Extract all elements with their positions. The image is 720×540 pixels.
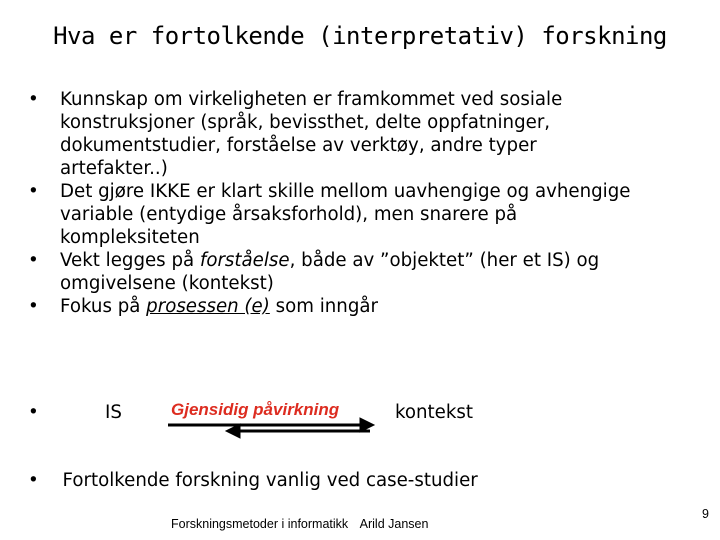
bullet-point: • [28, 470, 39, 491]
bullet-3-line-1 [60, 249, 708, 272]
bullet-4-line-1 [60, 295, 708, 318]
bullet-5-text: Fortolkende forskning vanlig ved case-studier [62, 470, 478, 491]
footer-course: Forskningsmetoder i informatikk [171, 517, 349, 531]
bullet-4-italic-term: prosessen (e) [146, 296, 270, 317]
bullet-2-line-2: variable (entydige årsaksforhold), men snarere på [60, 204, 518, 225]
bullet-1-line-1: Kunnskap om virkeligheten er framkommet ved sosiale [60, 89, 563, 110]
bullet-point: • [28, 250, 39, 271]
bullet-4-text-before: Fokus på [60, 296, 147, 317]
bullet-2-line-3: kompleksiteten [60, 227, 200, 248]
slide-title: Hva er fortolkende (interpretativ) forskning [53, 22, 667, 50]
bullet-item-3 [28, 249, 708, 295]
relation-right-label: kontekst [395, 402, 473, 423]
bullet-3-line-2: omgivelsene (kontekst) [60, 273, 274, 294]
bullet-point: • [28, 181, 39, 202]
slide-footer [171, 517, 428, 531]
bullet-point: • [28, 89, 39, 110]
bullet-3-italic-term: forståelse [199, 250, 290, 271]
relation-left-label: IS [105, 402, 122, 423]
bullet-list [28, 88, 708, 318]
bullet-2-line-1: Det gjøre IKKE er klart skille mellom uavhengige og avhengige [60, 181, 631, 202]
relation-diagram [28, 400, 528, 444]
bullet-1-line-3: dokumentstudier, forståelse av verktøy, andre typer [60, 135, 537, 156]
relation-middle-label: Gjensidig påvirkning [171, 400, 340, 419]
page-number: 9 [702, 507, 709, 521]
bullet-1-line-2: konstruksjoner (språk, bevissthet, delte oppfatninger, [60, 112, 551, 133]
bullet-item-1 [28, 88, 708, 180]
bullet-point: • [28, 402, 39, 423]
bullet-point: • [28, 296, 39, 317]
bullet-3-text-after: , både av ”objektet” (her et IS) og [289, 250, 600, 271]
bullet-item-2 [28, 180, 708, 249]
bullet-4-text-after: som inngår [269, 296, 378, 317]
bullet-item-4 [28, 295, 708, 318]
bullet-3-text-before: Vekt legges på [60, 250, 200, 271]
footer-author: Arild Jansen [359, 517, 429, 531]
bullet-1-line-4: artefakter..) [60, 158, 168, 179]
bullet-item-5 [28, 470, 478, 491]
